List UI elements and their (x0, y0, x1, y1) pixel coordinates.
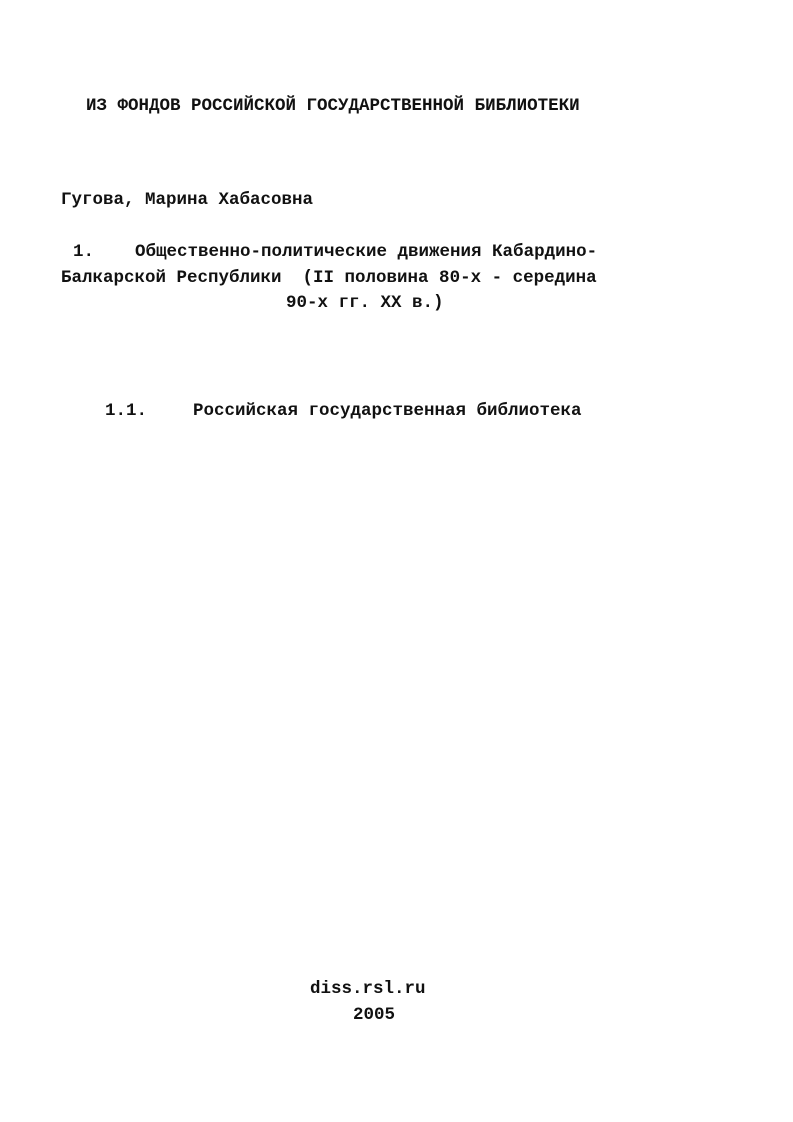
author-name: Гугова, Марина Хабасовна (61, 190, 314, 210)
thesis-title-text-1: Общественно-политические движения Кабардино- (135, 242, 598, 262)
library-header: ИЗ ФОНДОВ РОССИЙСКОЙ ГОСУДАРСТВЕННОЙ БИБЛИОТЕКИ (86, 96, 580, 116)
footer-site: diss.rsl.ru (310, 979, 426, 999)
thesis-title-line-3: 90-х гг. XX в.) (286, 293, 444, 313)
organization-line (105, 401, 582, 421)
thesis-title-line-1 (73, 242, 597, 262)
footer-year: 2005 (353, 1005, 396, 1025)
thesis-title-line-2: Балкарской Республики (II половина 80-х - середина (61, 268, 597, 288)
organization-number: 1.1. (105, 401, 148, 421)
organization-name: Российская государственная библиотека (193, 401, 582, 421)
thesis-number: 1. (73, 242, 95, 262)
